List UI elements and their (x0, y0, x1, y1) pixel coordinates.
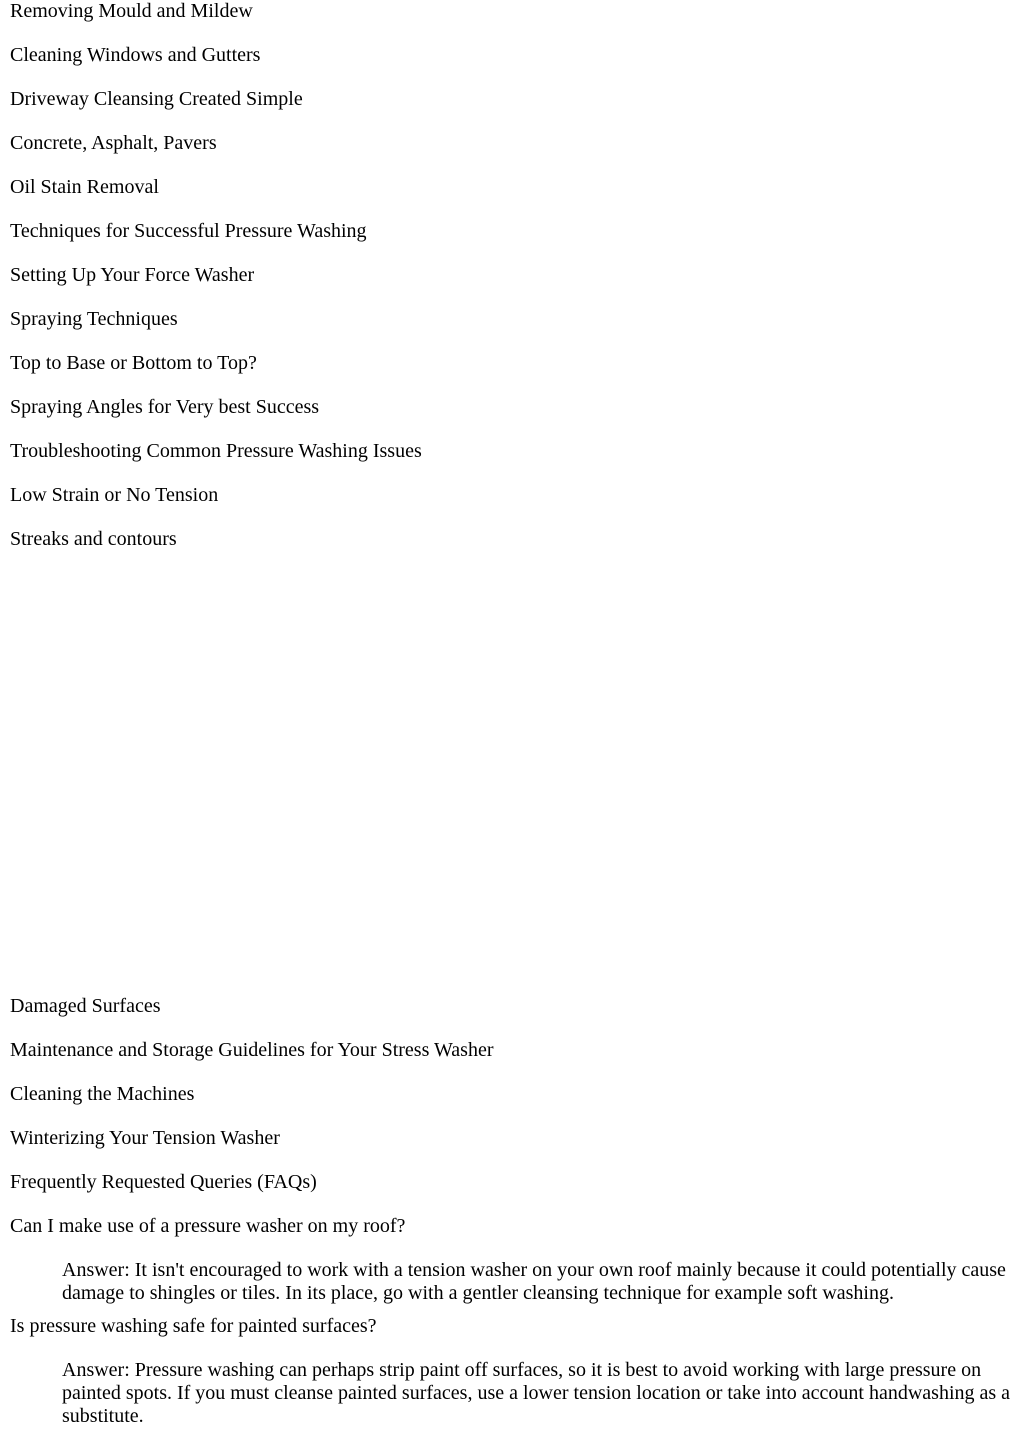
toc-item: Spraying Techniques (10, 308, 178, 330)
toc-item: Oil Stain Removal (10, 176, 159, 198)
toc-item: Troubleshooting Common Pressure Washing Issues (10, 440, 422, 462)
toc-item: Concrete, Asphalt, Pavers (10, 132, 217, 154)
faq-answer: Answer: It isn't encouraged to work with a tension washer on your own roof mainly because it could potentially cause damage to shingles or tiles. In its place, go with a gentler cleansing technique for example soft washing. (62, 1259, 1006, 1304)
toc-list-top (10, 0, 422, 572)
toc-item: Techniques for Successful Pressure Washing (10, 220, 367, 242)
toc-item: Maintenance and Storage Guidelines for Your Stress Washer (10, 1039, 494, 1061)
toc-item: Damaged Surfaces (10, 995, 161, 1017)
toc-item: Top to Base or Bottom to Top? (10, 352, 257, 374)
toc-list-bottom (10, 995, 1014, 1438)
toc-item: Winterizing Your Tension Washer (10, 1127, 280, 1149)
toc-item: Cleaning Windows and Gutters (10, 44, 261, 66)
toc-item: Spraying Angles for Very best Success (10, 396, 320, 418)
faq-heading: Frequently Requested Queries (FAQs) (10, 1171, 317, 1193)
toc-item: Setting Up Your Force Washer (10, 264, 255, 286)
faq-question: Can I make use of a pressure washer on my roof? (10, 1215, 406, 1237)
toc-item: Driveway Cleansing Created Simple (10, 88, 303, 110)
toc-item: Streaks and contours (10, 528, 177, 550)
faq-question: Is pressure washing safe for painted surfaces? (10, 1315, 377, 1337)
faq-answer: Answer: Pressure washing can perhaps strip paint off surfaces, so it is best to avoid working with large pressure on painted spots. If you must cleanse painted surfaces, use a lower tension location or take into account handwashing as a substitute. (62, 1359, 1011, 1427)
toc-item: Cleaning the Machines (10, 1083, 195, 1105)
toc-item: Removing Mould and Mildew (10, 0, 253, 22)
toc-item: Low Strain or No Tension (10, 484, 219, 506)
